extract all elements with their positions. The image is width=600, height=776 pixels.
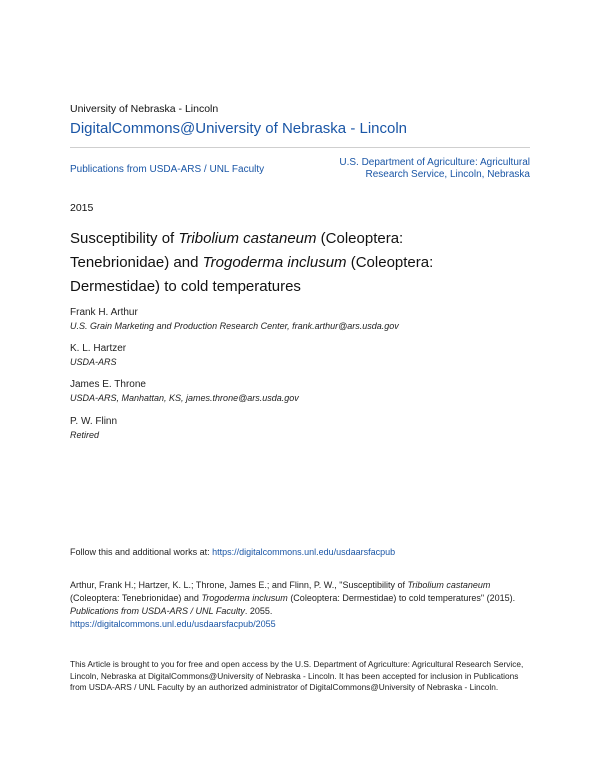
citation-text: . 2055. — [244, 606, 273, 616]
author-affiliation: Retired — [70, 430, 100, 440]
citation-series: Publications from USDA-ARS / UNL Faculty — [70, 606, 245, 616]
repository-link[interactable]: DigitalCommons@University of Nebraska - Lincoln — [70, 120, 408, 137]
department-link[interactable]: U.S. Department of Agriculture: Agricultural Research Service, Lincoln, Nebraska — [339, 157, 530, 180]
author-affiliation: USDA-ARS, Manhattan, KS, james.throne@ars.usda.gov — [70, 393, 299, 403]
citation-text: Arthur, Frank H.; Hartzer, K. L.; Throne, James E.; and Flinn, P. W., "Susceptibility of — [70, 580, 408, 590]
author-name: K. L. Hartzer — [70, 343, 127, 354]
header-divider — [70, 147, 530, 148]
institution-name: University of Nebraska - Lincoln — [70, 103, 219, 115]
author-affiliation: USDA-ARS — [70, 357, 117, 367]
citation-species: Trogoderma inclusum — [201, 593, 288, 603]
collection-link[interactable]: https://digitalcommons.unl.edu/usdaarsfacpub — [212, 547, 396, 557]
author-affiliation: U.S. Grain Marketing and Production Research Center, frank.arthur@ars.usda.gov — [70, 321, 399, 331]
author-name: Frank H. Arthur — [70, 307, 138, 318]
citation-text: (Coleoptera: Tenebrionidae) and — [70, 593, 202, 603]
publication-series-link[interactable]: Publications from USDA-ARS / UNL Faculty — [70, 164, 265, 175]
follow-text: Follow this and additional works at: — [70, 547, 213, 557]
recommended-citation — [70, 579, 530, 631]
title-text: (Coleoptera: Dermestidae) to cold temperatures — [70, 254, 434, 295]
article-link[interactable]: https://digitalcommons.unl.edu/usdaarsfacpub/2055 — [70, 619, 276, 629]
author-name: James E. Throne — [70, 379, 146, 390]
publication-year: 2015 — [70, 202, 94, 214]
title-text: (Coleoptera: Tenebrionidae) and — [70, 230, 404, 271]
citation-text: (Coleoptera: Dermestidae) to cold temperatures" (2015). — [287, 593, 516, 603]
citation-species: Tribolium castaneum — [407, 580, 491, 590]
title-species: Trogoderma inclusum — [202, 254, 347, 271]
title-species: Tribolium castaneum — [178, 230, 317, 247]
title-text: Susceptibility of — [70, 230, 179, 247]
follow-line — [70, 547, 395, 557]
author-name: P. W. Flinn — [70, 416, 118, 427]
article-title — [70, 227, 470, 299]
access-notice: This Article is brought to you for free and open access by the U.S. Department of Agriculture: Agricultural Research Service, Lincoln, Nebraska at DigitalCommons@University of Nebraska - Lincoln. It has been accepted for inclusion in Publications from USDA-ARS / UNL Faculty by an authorized administrator of DigitalCommons@University of Nebraska - Lincoln. — [70, 659, 524, 692]
